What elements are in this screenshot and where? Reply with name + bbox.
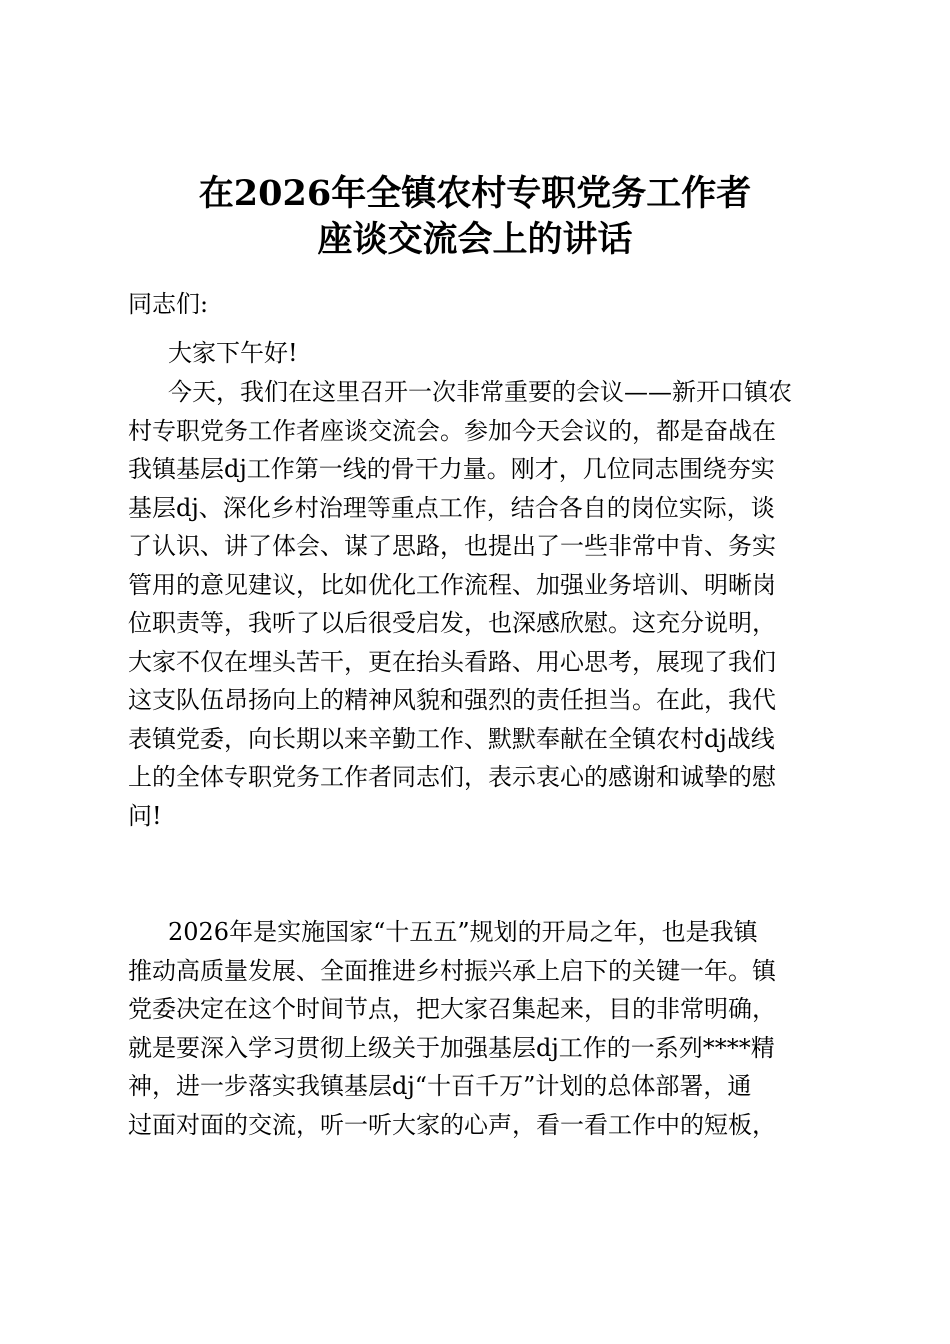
paragraph-line: 这支队伍昂扬向上的精神风貌和强烈的责任担当。在此，我代 [128,686,776,714]
paragraph-line: 村专职党务工作者座谈交流会。参加今天会议的，都是奋战在 [128,416,776,445]
paragraph-2 [128,913,828,1144]
paragraph-line: 2026年是实施国家“十五五”规划的开局之年，也是我镇 [168,918,758,946]
paragraph-line: 推动高质量发展、全面推进乡村振兴承上启下的关键一年。镇 [128,956,776,985]
document-title-line-1: 在2026年全镇农村专职党务工作者 [198,173,752,214]
paragraph-line: 上的全体专职党务工作者同志们，表示衷心的感谢和诚挚的慰 [128,763,776,791]
paragraph-line: 表镇党委，向长期以来辛勤工作、默默奉献在全镇农村dj战线 [128,724,775,753]
salutation: 同志们: [128,290,209,318]
greeting-text: 大家下午好! [168,339,298,367]
paragraph-line: 了认识、讲了体会、谋了思路，也提出了一些非常中肯、务实 [128,532,776,560]
paragraph-line: 管用的意见建议，比如优化工作流程、加强业务培训、明晰岗 [128,570,776,599]
paragraph-line: 问! [128,801,162,830]
paragraph-line: 位职责等，我听了以后很受启发，也深感欣慰。这充分说明， [128,609,776,637]
paragraph-line: 基层dj、深化乡村治理等重点工作，结合各自的岗位实际，谈 [128,493,775,522]
paragraph-line: 今天，我们在这里召开一次非常重要的会议——新开口镇农 [168,378,792,406]
paragraph-line: 就是要深入学习贯彻上级关于加强基层dj工作的一系列****精 [128,1033,775,1062]
paragraph-line: 过面对面的交流，听一听大家的心声，看一看工作中的短板， [128,1110,776,1139]
greeting [128,334,828,373]
paragraph-line: 党委决定在这个时间节点，把大家召集起来，目的非常明确， [128,995,776,1023]
document-title-line-2: 座谈交流会上的讲话 [317,219,633,260]
paragraph-1 [128,373,828,835]
paragraph-line: 神，进一步落实我镇基层dj“十百千万”计划的总体部署，通 [128,1072,752,1100]
paragraph-line: 我镇基层dj工作第一线的骨干力量。刚才，几位同志围绕夯实 [128,455,775,483]
paragraph-line: 大家不仅在埋头苦干，更在抬头看路、用心思考，展现了我们 [128,647,776,676]
